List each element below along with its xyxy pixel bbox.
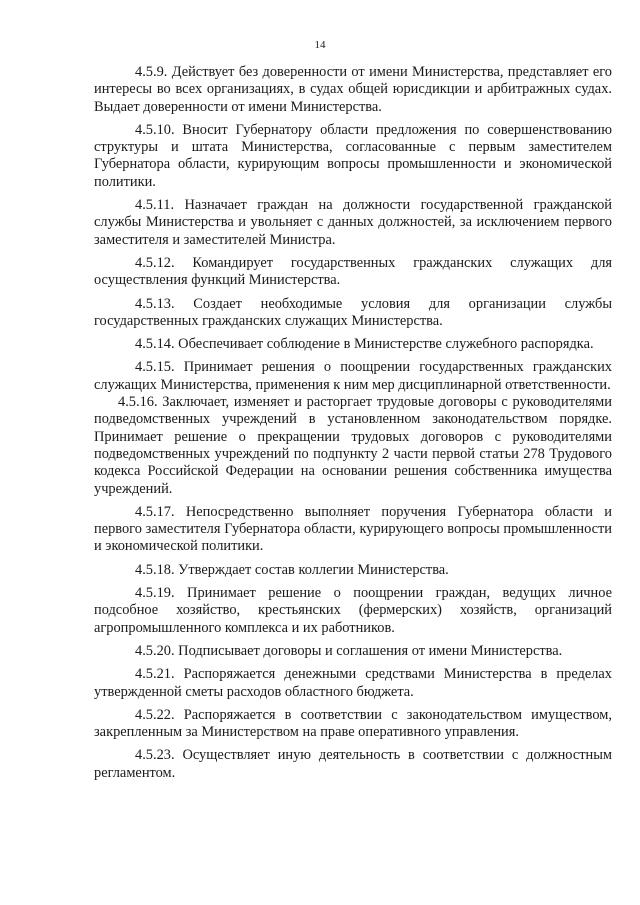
- paragraph-4-5-19: 4.5.19. Принимает решение о поощрении граждан, ведущих личное подсобное хозяйство, крестьянских (фермерских) хозяйств, организаций агропромышленного комплекса и их работников.: [94, 585, 612, 636]
- paragraph-4-5-11: 4.5.11. Назначает граждан на должности государственной гражданской службы Министерства и увольняет с данных должностей, за исключением первого заместителя и заместителей Министра.: [94, 197, 612, 248]
- paragraph-4-5-20: 4.5.20. Подписывает договоры и соглашения от имени Министерства.: [135, 642, 563, 659]
- paragraph-4-5-16: 4.5.16. Заключает, изменяет и расторгает трудовые договоры с руководителями подведомственных учреждений в установленном законодательством порядке. Принимает решение о прекращении трудовых договоров с руководителями подведомственных учреждений по подпункту 2 части первой статьи 278 Трудового кодекса Российской Федерации на основании решения собственника имущества учреждений.: [94, 394, 612, 497]
- paragraph-4-5-17: 4.5.17. Непосредственно выполняет поручения Губернатора области и первого заместителя Губернатора области, курирующего вопросы промышленности и экономической политики.: [94, 503, 612, 555]
- paragraph-4-5-9: 4.5.9. Действует без доверенности от имени Министерства, представляет его интересы во всех организациях, в судах общей юрисдикции и арбитражных судах. Выдает доверенности от имени Министерства.: [94, 64, 612, 115]
- page-number: 14: [314, 39, 326, 51]
- paragraph-4-5-23: 4.5.23. Осуществляет иную деятельность в соответствии с должностным регламентом.: [94, 747, 612, 781]
- paragraph-4-5-12: 4.5.12. Командирует государственных гражданских служащих для осуществления функций Министерства.: [94, 254, 612, 289]
- document-body: [94, 64, 612, 788]
- paragraph-4-5-22: 4.5.22. Распоряжается в соответствии с законодательством имуществом, закрепленным за Министерством на праве оперативного управления.: [94, 706, 612, 741]
- paragraph-4-5-21: 4.5.21. Распоряжается денежными средствами Министерства в пределах утвержденной сметы расходов областного бюджета.: [94, 666, 612, 700]
- paragraph-4-5-18: 4.5.18. Утверждает состав коллегии Министерства.: [135, 561, 449, 578]
- paragraph-4-5-14: 4.5.14. Обеспечивает соблюдение в Министерстве служебного распорядка.: [135, 336, 594, 353]
- paragraph-4-5-13: 4.5.13. Создает необходимые условия для организации службы государственных гражданских служащих Министерства.: [94, 295, 612, 329]
- paragraph-4-5-10: 4.5.10. Вносит Губернатору области предложения по совершенствованию структуры и штата Министерства, согласованные с первым заместителем Губернатора области, курирующим вопросы промышленности и экономической политики.: [94, 121, 612, 190]
- paragraph-4-5-15: 4.5.15. Принимает решения о поощрении государственных гражданских служащих Министерства, применения к ним мер дисциплинарной ответственности.: [94, 359, 612, 393]
